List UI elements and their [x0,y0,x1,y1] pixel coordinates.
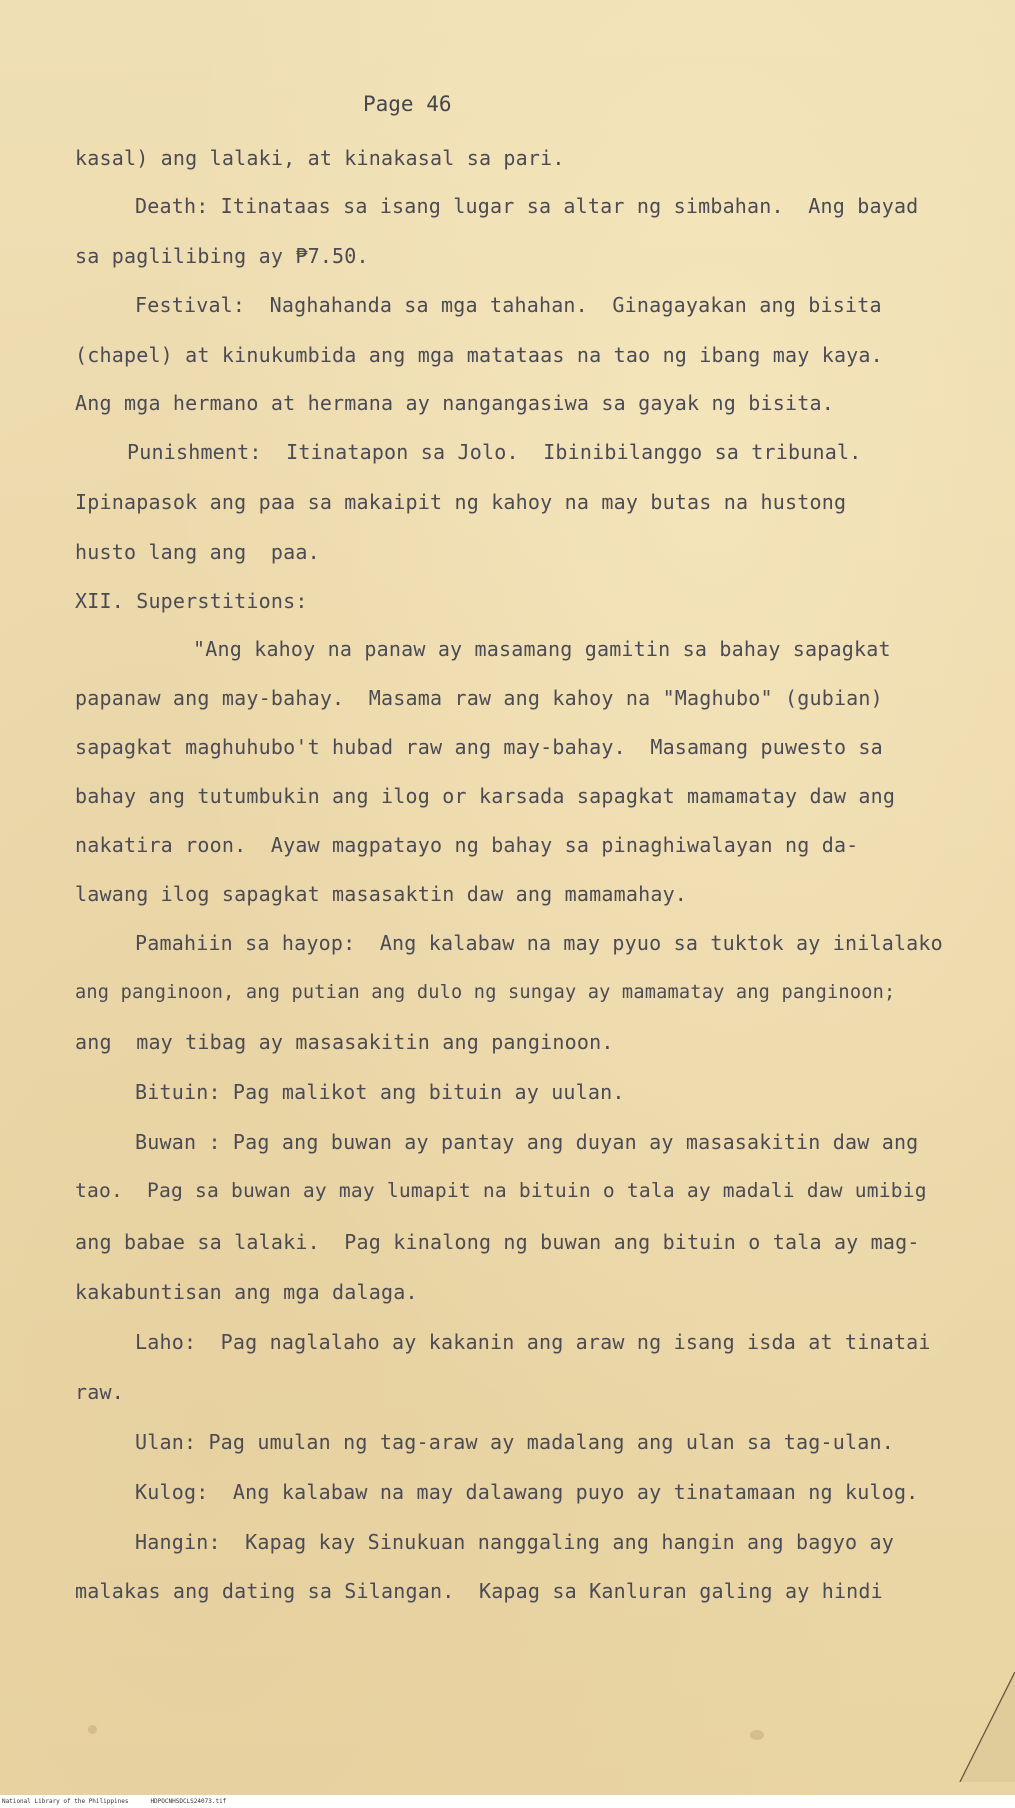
text-line: nakatira roon. Ayaw magpatayo ng bahay sa pinaghiwalayan ng da- [75,833,859,857]
text-line: raw. [75,1380,124,1404]
page-number: Page 46 [363,92,452,116]
text-line: Ipinapasok ang paa sa makaipit ng kahoy na may butas na hustong [75,490,847,514]
text-line: Festival: Naghahanda sa mga tahahan. Ginagayakan ang bisita [135,293,882,317]
text-line: tao. Pag sa buwan ay may lumapit na bituin o tala ay madali daw umibig [75,1179,927,1202]
text-line: ang babae sa lalaki. Pag kinalong ng buwan ang bituin o tala ay mag- [75,1230,920,1254]
text-line: kakabuntisan ang mga dalaga. [75,1280,418,1304]
text-line: lawang ilog sapagkat masasaktin daw ang mamamahay. [75,882,688,906]
ink-spot [750,1730,764,1740]
text-line: Bituin: Pag malikot ang bituin ay uulan. [135,1080,625,1104]
section-heading: XII. Superstitions: [75,589,308,613]
text-line: bahay ang tutumbukin ang ilog or karsada sapagkat mamamatay daw ang [75,784,896,808]
page-corner-fold [955,1672,1015,1782]
text-line: Buwan : Pag ang buwan ay pantay ang duyan ay masasakitin daw ang [135,1130,919,1154]
text-line: ang may tibag ay masasakitin ang panginoon. [75,1030,614,1054]
text-line: Laho: Pag naglalaho ay kakanin ang araw ng isang isda at tinatai [135,1330,931,1354]
text-line: malakas ang dating sa Silangan. Kapag sa Kanluran galing ay hindi [75,1579,883,1603]
text-line: ang panginoon, ang putian ang dulo ng sungay ay mamamatay ang panginoon; [75,982,896,1003]
text-line: Pamahiin sa hayop: Ang kalabaw na may pyuo sa tuktok ay inilalako [135,931,943,955]
text-line: Ulan: Pag umulan ng tag-araw ay madalang ang ulan sa tag-ulan. [135,1430,894,1454]
text-line: (chapel) at kinukumbida ang mga matataas na tao ng ibang may kaya. [75,343,883,367]
ink-spot [88,1725,97,1734]
text-line: husto lang ang paa. [75,540,320,564]
text-line: Hangin: Kapag kay Sinukuan nanggaling ang hangin ang bagyo ay [135,1530,894,1554]
text-line: Punishment: Itinatapon sa Jolo. Ibinibilanggo sa tribunal. [127,440,862,464]
text-line: Ang mga hermano at hermana ay nangangasiwa sa gayak ng bisita. [75,391,834,415]
text-line: sa paglilibing ay ₱7.50. [75,244,369,268]
footer-library: National Library of the Philippines [2,1798,129,1805]
text-line: "Ang kahoy na panaw ay masamang gamitin sa bahay sapagkat [193,637,891,661]
text-line: Death: Itinataas sa isang lugar sa altar ng simbahan. Ang bayad [135,194,919,218]
text-line: Kulog: Ang kalabaw na may dalawang puyo ay tinatamaan ng kulog. [135,1480,919,1504]
text-line: sapagkat maghuhubo't hubad raw ang may-bahay. Masamang puwesto sa [75,735,883,759]
text-line: kasal) ang lalaki, at kinakasal sa pari. [75,146,565,170]
scan-footer [0,1795,1015,1808]
footer-filename: HDPOCNHSDCLS24073.tif [150,1798,227,1805]
text-line: papanaw ang may-bahay. Masama raw ang kahoy na "Maghubo" (gubian) [75,686,883,710]
